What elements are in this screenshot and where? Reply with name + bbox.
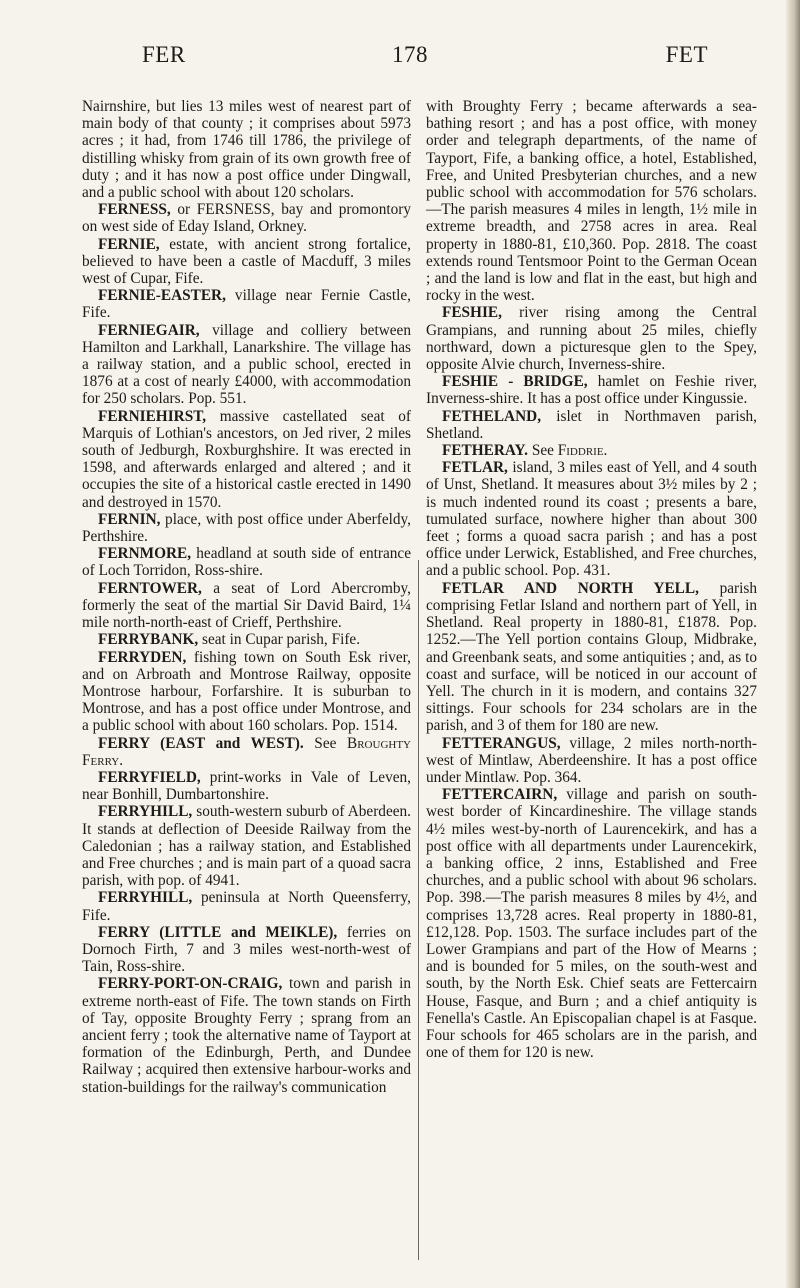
gazetteer-entry	[82, 511, 411, 545]
entry-headword: FERRYHILL,	[98, 889, 193, 907]
gazetteer-entry	[426, 98, 757, 304]
header-right-guide-word: FET	[665, 42, 708, 67]
left-column	[82, 98, 411, 1096]
gazetteer-entry	[82, 649, 411, 735]
entry-text: town and parish in extreme north-east of Fife. The town stands on Firth of Tay, opposite Broughty Ferry ; sprang from an ancient ferry ; took the alternative name of Tayport at formation of the Edinburgh, Perth, and Dundee Railway ; acquired then extensive harbour-works and station-buildings for the railway's communication	[82, 975, 411, 1096]
entry-text: headland at south side of entrance of Loch Torridon, Ross-shire.	[82, 545, 411, 580]
gazetteer-entry	[426, 735, 757, 787]
entry-headword: FESHIE - BRIDGE,	[442, 373, 588, 391]
page-number: 178	[392, 42, 428, 67]
entry-text: Nairnshire, but lies 13 miles west of nearest part of main body of that county ; it comprises about 5973 acres ; it had, from 1746 till 1786, the privilege of distilling whisky from grain of its own growth free of duty ; and it has now a post office under Dingwall, and a public school with about 120 scholars.	[82, 98, 411, 202]
entry-text: ferries on Dornoch Firth, 7 and 3 miles west-north-west of Tain, Ross-shire.	[82, 923, 411, 976]
entry-headword: FERNIEHIRST,	[98, 407, 207, 425]
gazetteer-entry	[82, 975, 411, 1095]
entry-headword: FERNIN,	[98, 510, 161, 528]
gazetteer-entry	[82, 545, 411, 579]
entry-text: village, 2 miles north-north-west of Mintlaw, Aberdeenshire. It has a post office under Mintlaw. Pop. 364.	[426, 734, 757, 786]
column-divider	[418, 560, 419, 1260]
gazetteer-entry	[426, 459, 757, 579]
entry-text: village and colliery between Hamilton and Larkhall, Lanarkshire. The village has a railway station, and a public school, erected in 1876 at a cost of nearly £4000, with accommodation for 250 scholars. Pop. 551.	[82, 321, 411, 408]
gazetteer-entry	[82, 631, 411, 648]
entry-text: island, 3 miles east of Yell, and 4 south of Unst, Shetland. It measures about 3½ miles by 2 ; is much indented round its coast ; presents a bare, tumulated surface, nowhere higher than about 300 feet ; forms a quoad sacra parish ; and has a post office under Lerwick, Established, and Free churches, and a public school. Pop. 431.	[426, 459, 757, 580]
running-header	[60, 42, 760, 82]
gazetteer-entry	[82, 803, 411, 889]
entry-headword: FETHELAND,	[442, 407, 542, 425]
gazetteer-entry	[82, 98, 411, 201]
entry-text: fishing town on South Esk river, and on Arbroath and Montrose Railway, opposite Montrose harbour, Forfarshire. It is suburban to Montrose, and has a post office under Montrose, and a public school with about 160 scholars. Pop. 1514.	[82, 648, 411, 735]
entry-headword: FERNIE,	[98, 235, 160, 253]
gazetteer-entry	[82, 889, 411, 923]
right-column	[426, 98, 757, 1061]
gazetteer-entry	[426, 786, 757, 1061]
entry-headword: FERRYFIELD,	[98, 768, 201, 786]
entry-headword: FERNMORE,	[98, 545, 192, 563]
gazetteer-entry	[426, 408, 757, 442]
entry-headword: FETLAR,	[442, 459, 508, 477]
gazetteer-entry	[426, 373, 757, 407]
entry-headword: FERNTOWER,	[98, 579, 202, 597]
gazetteer-entry	[426, 304, 757, 373]
entry-text: place, with post office under Aberfeldy, Perthshire.	[82, 510, 411, 546]
gazetteer-entry	[82, 287, 411, 321]
entry-headword: FETHERAY.	[442, 442, 529, 460]
gazetteer-entry	[82, 924, 411, 976]
entry-headword: FERNIE-EASTER,	[98, 287, 226, 305]
entry-text: See	[528, 442, 558, 460]
entry-text: with Broughty Ferry ; became afterwards a sea-bathing resort ; and has a post office, with money order and telegraph departments, of the name of Tayport, Fife, a banking office, a hotel, Established, Free, and United Presbyterian churches, and a new public school with accommodation for 576 scholars.—The parish measures 4 miles in length, 1½ mile in extreme breadth, and 2758 acres in area. Real property in 1880-81, £10,360. Pop. 2818. The coast extends round Tentsmoor Point to the German Ocean ; and the land is low and flat in the east, but high and rocky in the west.	[426, 98, 757, 305]
gazetteer-entry	[426, 580, 757, 735]
entry-text: hamlet on Feshie river, Inverness-shire. It has a post office under Kingussie.	[426, 373, 757, 408]
entry-headword: FERNESS,	[98, 201, 171, 219]
entry-headword: FESHIE,	[442, 304, 502, 322]
entry-text: See	[303, 734, 348, 752]
entry-text: south-western suburb of Aberdeen. It stands at deflection of Deeside Railway from the Caledonian ; has a railway station, and Established and Free churches ; and is main part of a quoad sacra parish, with pop. of 4941.	[82, 803, 411, 890]
entry-text: estate, with ancient strong fortalice, believed to have been a castle of Macduff, 3 miles west of Cupar, Fife.	[82, 235, 411, 288]
entry-text: village and parish on south-west border of Kincardineshire. The village stands 4½ miles west-by-north of Laurencekirk, and has a post office with all departments under Laurencekirk, a banking office, 2 inns, Established and Free churches, and a public school with about 96 scholars. Pop. 398.—The parish measures 8 miles by 4½, and comprises 13,728 acres. Real property in 1880-81, £12,128. Pop. 1503. The surface includes part of the Lower Grampians and part of the How of Mearns ; and is bounded for 5 miles, on the south-west and south, by the North Esk. Chief seats are Fettercairn House, Fasque, and Burn ; and a chief antiquity is Fenella's Castle. An Episcopalian chapel is at Fasque. Four schools for 465 scholars are in the parish, and one of them for 120 is new.	[426, 786, 757, 1062]
entry-text: river rising among the Central Grampians, and running about 25 miles, chiefly northward, down a picturesque glen to the Spey, opposite Alvie church, Inverness-shire.	[426, 304, 757, 374]
entry-headword: FERRY-PORT-ON-CRAIG,	[98, 975, 283, 993]
entry-text: parish comprising Fetlar Island and northern part of Yell, in Shetland. Real property in 1880-81, £1878. Pop. 1252.—The Yell portion contains Gloup, Midbrake, and Greenbank seats, and some antiquities ; and, as to coast and surface, will be noticed in our account of Yell. The church in it is modern, and contains 327 sittings. Four schools for 234 scholars are in the parish, and 3 of them for 180 are new.	[426, 579, 757, 735]
entry-headword: FETTERANGUS,	[442, 734, 561, 752]
gazetteer-entry	[82, 769, 411, 803]
entry-headword: FETTERCAIRN,	[442, 786, 558, 804]
gazetteer-entry	[82, 580, 411, 632]
entry-text: print-works in Vale of Leven, near Bonhill, Dumbartonshire.	[82, 768, 411, 804]
gazetteer-entry	[82, 201, 411, 235]
entry-text: islet in Northmaven parish, Shetland.	[426, 407, 757, 442]
entry-headword: FERRYHILL,	[98, 803, 193, 821]
cross-reference: Broughty Ferry.	[82, 734, 411, 769]
gazetteer-entry	[82, 735, 411, 769]
entry-headword: FETLAR AND NORTH YELL,	[442, 579, 699, 597]
entry-text: massive castellated seat of Marquis of Lothian's ancestors, on Jed river, 2 miles south of Jedburgh, Roxburghshire. It was erected in 1598, and afterwards enlarged and altered ; and it occupies the site of a historical castle erected in 1490 and destroyed in 1570.	[82, 407, 411, 511]
gazetteer-entry	[82, 322, 411, 408]
entry-headword: FERRYBANK,	[98, 631, 199, 649]
entry-text: village near Fernie Castle, Fife.	[82, 287, 411, 322]
entry-text: or FERSNESS, bay and promontory on west side of Eday Island, Orkney.	[82, 201, 411, 236]
gazetteer-entry	[82, 408, 411, 511]
header-left-guide-word: FER	[142, 42, 186, 67]
cross-reference: Fiddrie.	[557, 442, 608, 460]
gazetteer-entry	[426, 442, 757, 459]
entry-headword: FERNIEGAIR,	[98, 321, 200, 339]
entry-headword: FERRYDEN,	[98, 648, 187, 666]
entry-text: seat in Cupar parish, Fife.	[198, 631, 361, 649]
entry-text: a seat of Lord Abercromby, formerly the seat of the martial Sir David Baird, 1¼ mile north-north-east of Crieff, Perthshire.	[82, 579, 411, 632]
entry-text: peninsula at North Queensferry, Fife.	[82, 889, 411, 924]
entry-headword: FERRY (LITTLE and MEIKLE),	[98, 923, 338, 941]
gazetteer-entry	[82, 236, 411, 288]
page-edge	[786, 0, 800, 1288]
entry-headword: FERRY (EAST and WEST).	[98, 734, 304, 752]
